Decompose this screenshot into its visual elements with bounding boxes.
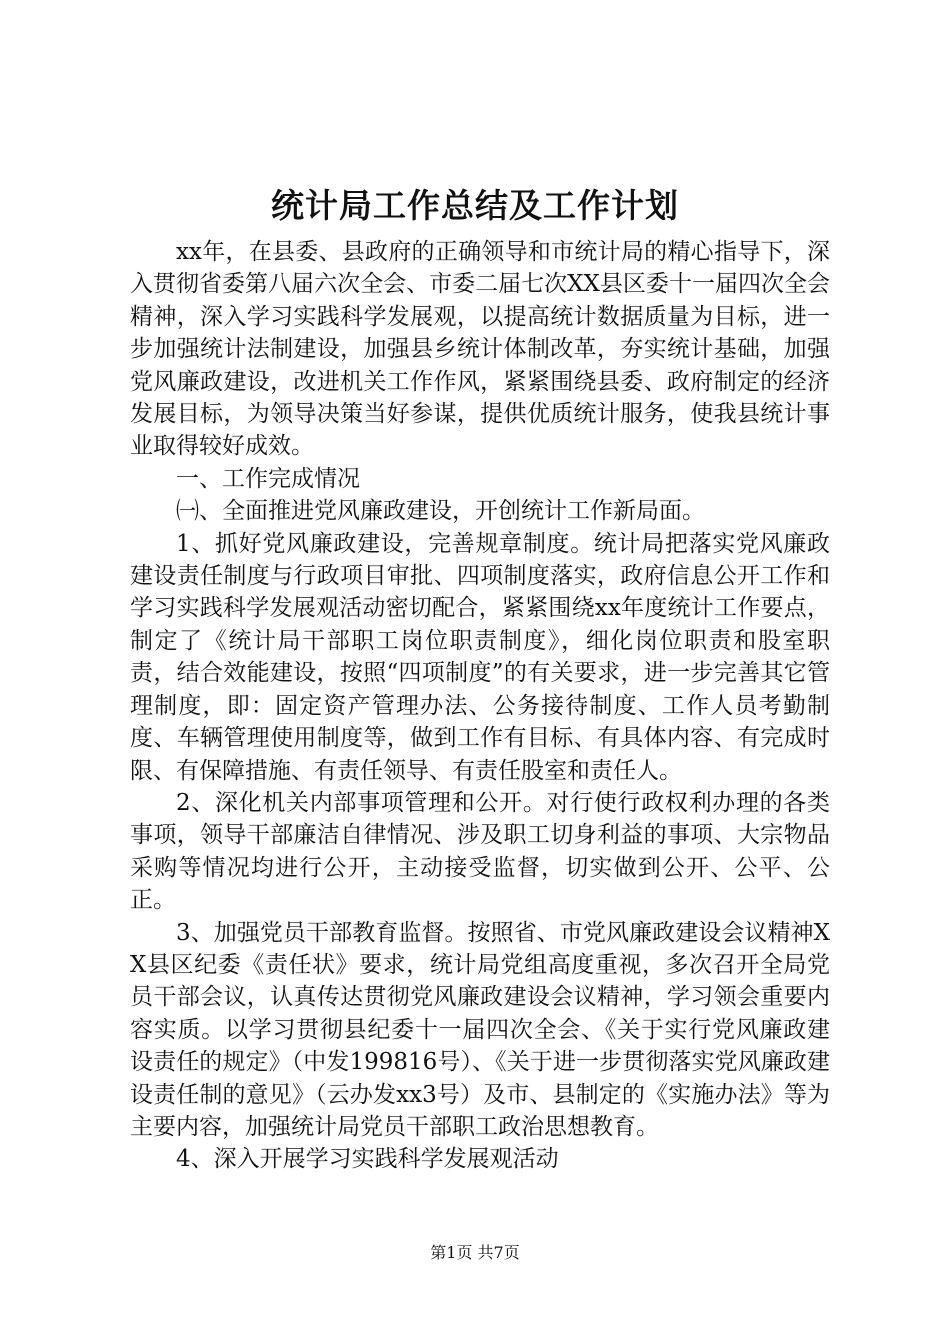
heading-subsection-1: ㈠、全面推进党风廉政建设，开创统计工作新局面。 [176,498,705,525]
paragraph-intro: xx年，在县委、县政府的正确领导和市统计局的精心指导下，深入贯彻省委第八届六次全会、市委二届七次XX县区委十一届四次全会精神，深入学习实践科学发展观，以提高统计数据质量为目标，进一步加强统计法制建设，加强县乡统计体制改革，夯实统计基础，加强党风廉政建设，改进机关工作作风，紧紧围绕县委、政府制定的经济发展目标，为领导决策当好参谋，提供优质统计服务，使我县统计事业取得较好成效。 [130,239,830,460]
paragraph-item-4: 4、深入开展学习实践科学发展观活动 [176,1146,559,1173]
heading-section-1: 一、工作完成情况 [176,465,360,492]
document-body [130,236,830,1176]
paragraph-item-1: 1、抓好党风廉政建设，完善规章制度。统计局把落实党风廉政建设责任制度与行政项目审批、四项制度落实，政府信息公开工作和学习实践科学发展观活动密切配合，紧紧围绕xx年度统计工作要点，制定了《统计局干部职工岗位职责制度》，细化岗位职责和股室职责，结合效能建设，按照“四项制度”的有关要求，进一步完善其它管理制度，即：固定资产管理办法、公务接待制度、工作人员考勤制度、车辆管理使用制度等，做到工作有目标、有具体内容、有完成时限、有保障措施、有责任领导、有责任股室和责任人。 [130,530,830,784]
page-footer: 第1页 共7页 [430,1243,520,1262]
document-title: 统计局工作总结及工作计划 [271,186,679,225]
paragraph-item-2: 2、深化机关内部事项管理和公开。对行使行政权利办理的各类事项，领导干部廉洁自律情况、涉及职工切身利益的事项、大宗物品采购等情况均进行公开，主动接受监督，切实做到公开、公平、公正。 [130,789,830,914]
paragraph-item-3: 3、加强党员干部教育监督。按照省、市党风廉政建设会议精神XX县区纪委《责任状》要求，统计局党组高度重视，多次召开全局党员干部会议，认真传达贯彻党风廉政建设会议精神，学习领会重要内容实质。以学习贯彻县纪委十一届四次全会、《关于实行党风廉政建设责任的规定》（中发199816号）、《关于进一步贯彻落实党风廉政建设责任制的意见》（云办发xx3号）及市、县制定的《实施办法》等为主要内容，加强统计局党员干部职工政治思想教育。 [130,919,830,1140]
